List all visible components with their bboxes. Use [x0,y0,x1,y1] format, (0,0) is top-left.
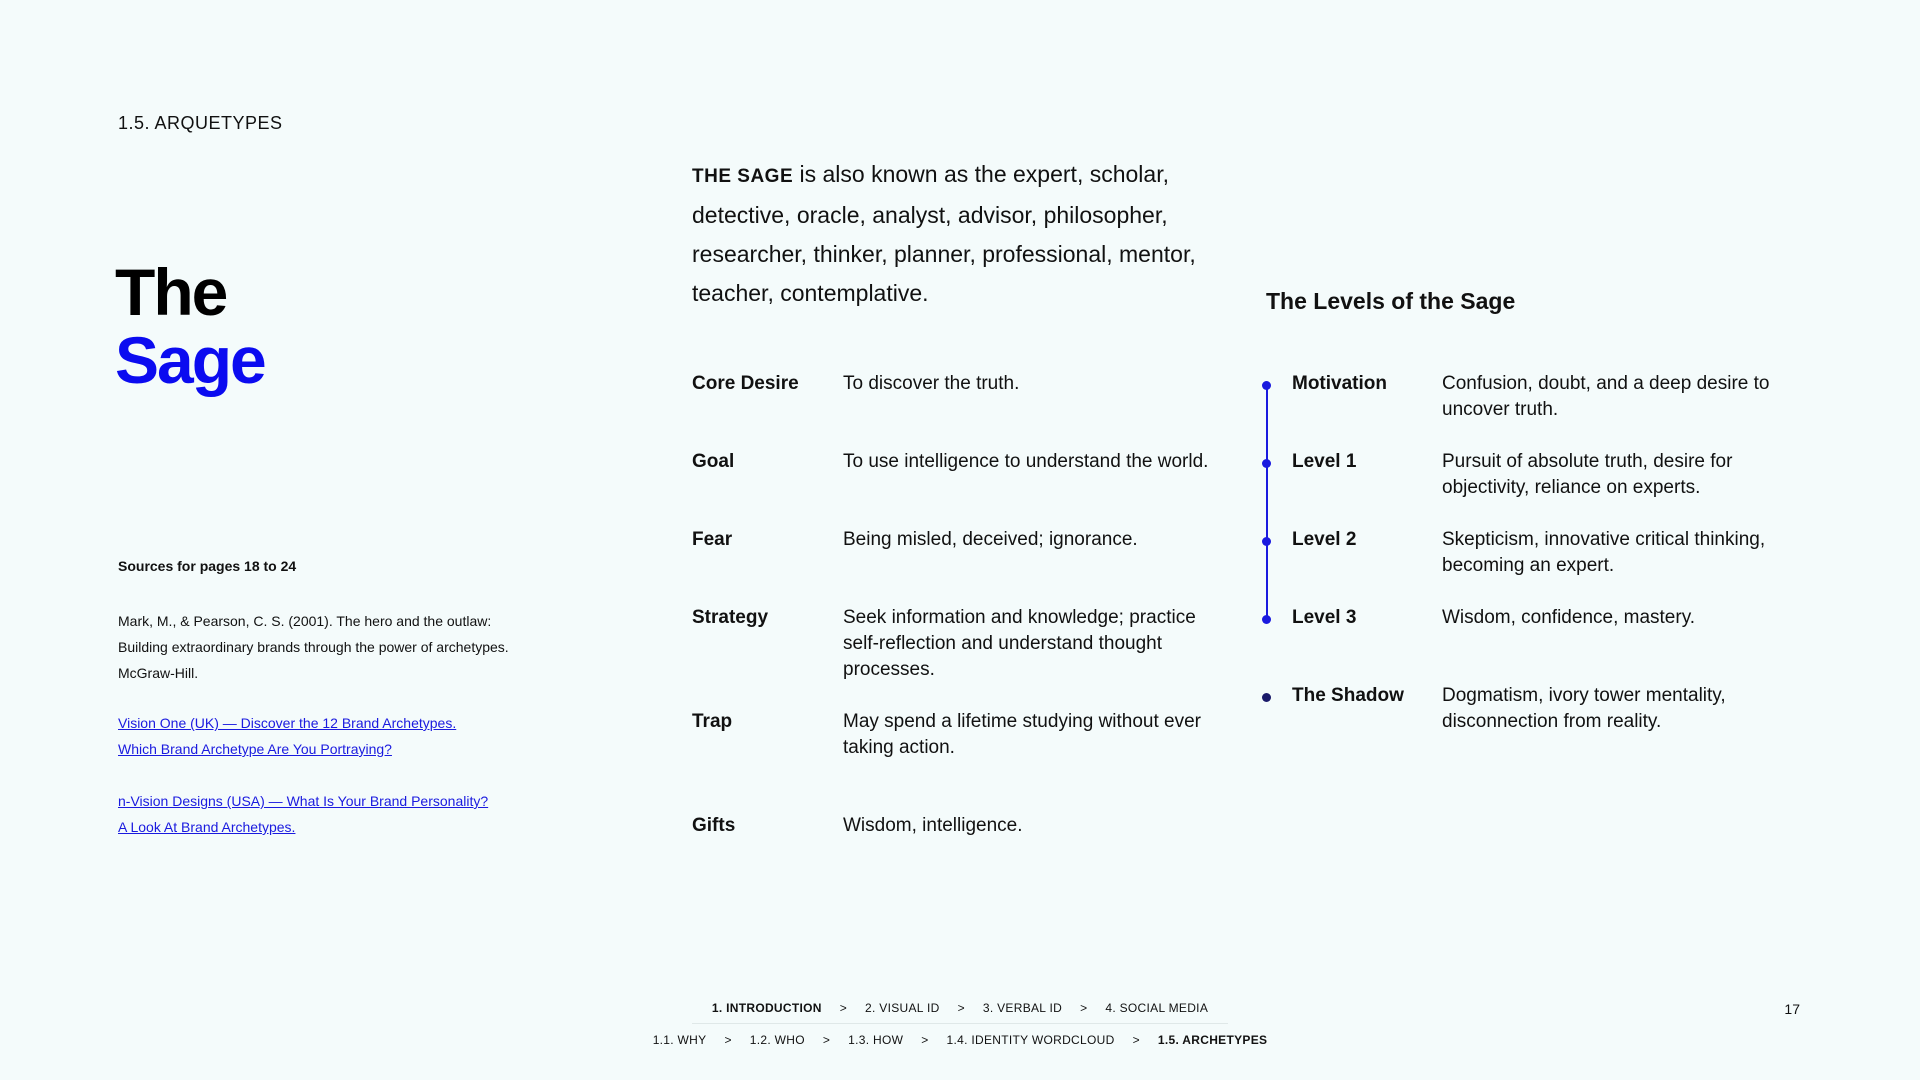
reference-line: Mark, M., & Pearson, C. S. (2001). The hero and the outlaw: [118,613,492,629]
timeline-dot-icon [1262,459,1271,468]
breadcrumb-separator: > [724,1033,732,1047]
nav-who[interactable]: 1.2. WHO [749,1033,805,1047]
page-number: 17 [1784,1001,1800,1017]
nav-divider [692,1023,1228,1024]
level-key: Level 3 [1292,607,1357,628]
timeline-line [1266,384,1268,618]
attribute-value: Being misled, deceived; ignorance. [843,529,1138,550]
intro-text: is also known as the expert, scholar, detective, oracle, analyst, advisor, philosopher, researcher, thinker, planner, professional, mentor, teacher, contemplative. [692,161,1196,306]
timeline-dot-icon [1262,537,1271,546]
source-link[interactable]: n-Vision Designs (USA) — What Is Your Brand Personality? [118,793,489,809]
levels-title: The Levels of the Sage [1266,288,1516,314]
secondary-breadcrumb [0,1033,1920,1047]
intro-paragraph [692,155,1232,313]
level-value: Dogmatism, ivory tower mentality, disconnection from reality. [1442,685,1726,732]
breadcrumb-separator: > [921,1033,929,1047]
title-line-1: The [115,255,227,329]
nav-archetypes[interactable]: 1.5. ARCHETYPES [1157,1033,1268,1047]
sources-heading: Sources for pages 18 to 24 [118,558,297,574]
nav-how[interactable]: 1.3. HOW [848,1033,904,1047]
level-key: The Shadow [1292,685,1404,706]
source-link[interactable]: A Look At Brand Archetypes. [118,819,296,835]
level-value: Skepticism, innovative critical thinking, becoming an expert. [1442,529,1766,576]
level-value: Pursuit of absolute truth, desire for objectivity, reliance on experts. [1442,451,1733,498]
attribute-value: Seek information and knowledge; practice self-reflection and understand thought processes. [843,607,1196,680]
level-key: Motivation [1292,373,1387,394]
nav-visual-id[interactable]: 2. VISUAL ID [865,1001,940,1015]
attribute-key: Strategy [692,607,769,628]
reference-line: McGraw-Hill. [118,665,199,681]
source-link[interactable]: Vision One (UK) — Discover the 12 Brand Archetypes. [118,715,457,731]
reference-citation [118,608,548,686]
attribute-value: To discover the truth. [843,373,1020,394]
primary-breadcrumb [0,1001,1920,1015]
source-link[interactable]: Which Brand Archetype Are You Portraying? [118,741,392,757]
timeline-dot-icon [1262,615,1271,624]
breadcrumb-separator: > [822,1033,831,1047]
nav-social-media[interactable]: 4. SOCIAL MEDIA [1105,1001,1209,1015]
breadcrumb-separator: > [1132,1033,1140,1047]
attribute-key: Core Desire [692,373,799,394]
level-value: Confusion, doubt, and a deep desire to uncover truth. [1442,373,1770,420]
intro-lead: THE SAGE [692,166,794,187]
section-tag: 1.5. ARQUETYPES [118,113,283,133]
title-line-2: Sage [115,323,265,397]
source-link-group-1 [118,710,456,762]
level-key: Level 1 [1292,451,1357,472]
nav-identity-wordcloud[interactable]: 1.4. IDENTITY WORDCLOUD [946,1033,1115,1047]
breadcrumb-separator: > [1080,1001,1088,1015]
breadcrumb-separator: > [839,1001,848,1015]
timeline-dot-icon [1262,693,1271,702]
attribute-key: Fear [692,529,733,550]
level-key: Level 2 [1292,529,1357,550]
source-link-group-2 [118,788,488,840]
attribute-key: Trap [692,711,733,732]
attribute-key: Gifts [692,815,736,836]
reference-line: Building extraordinary brands through the power of archetypes. [118,639,509,655]
attribute-value: Wisdom, intelligence. [843,815,1023,836]
nav-verbal-id[interactable]: 3. VERBAL ID [982,1001,1063,1015]
attribute-value: May spend a lifetime studying without ever taking action. [843,711,1202,758]
nav-why[interactable]: 1.1. WHY [652,1033,707,1047]
nav-introduction[interactable]: 1. INTRODUCTION [711,1001,822,1015]
attribute-value: To use intelligence to understand the world. [843,451,1209,472]
level-value: Wisdom, confidence, mastery. [1442,607,1696,628]
breadcrumb-separator: > [957,1001,965,1015]
timeline-dot-icon [1262,381,1271,390]
page-title [115,255,265,397]
attribute-key: Goal [692,451,735,472]
